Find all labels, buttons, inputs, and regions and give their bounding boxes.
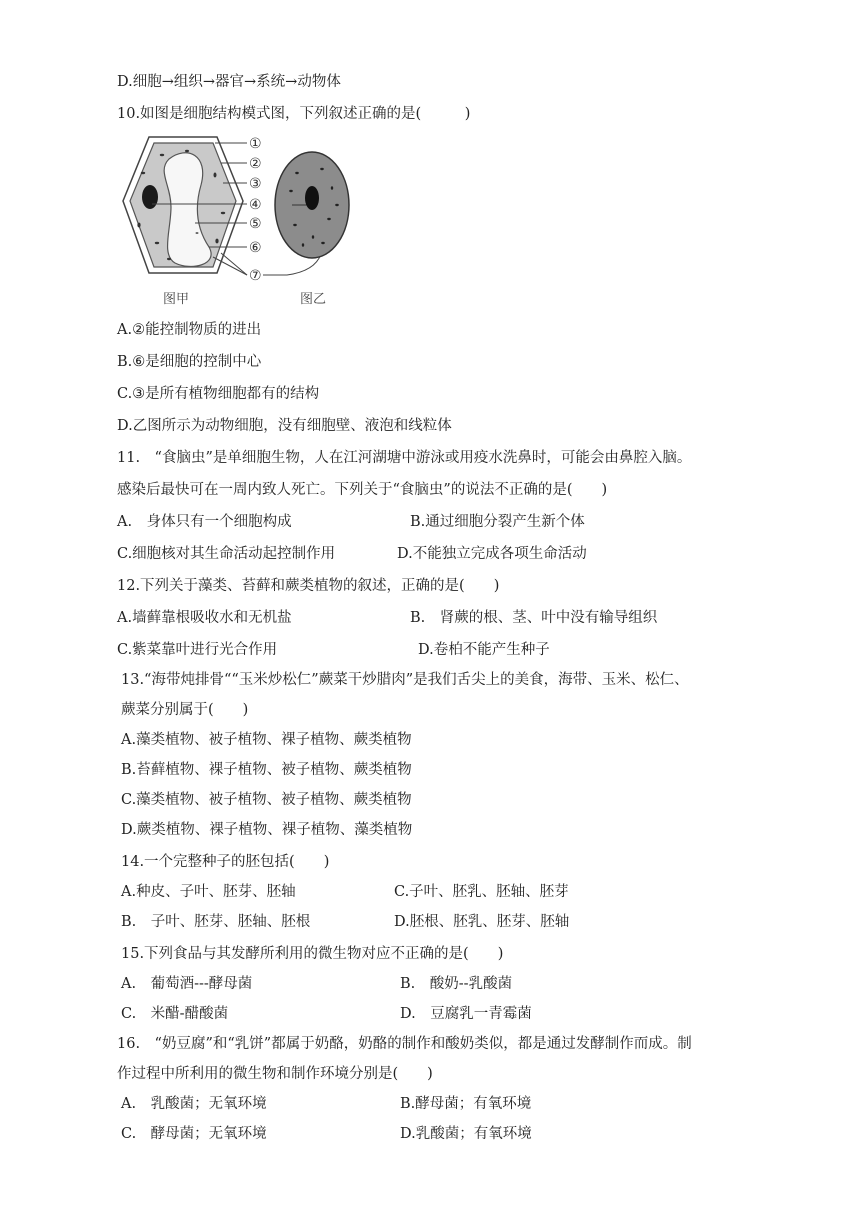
q13-stem-line2: 蕨菜分别属于( ) <box>121 702 249 718</box>
q12-stem: 12.下列关于藻类、苔藓和蕨类植物的叙述，正确的是( ) <box>117 578 500 594</box>
q16-option-d: D.乳酸菌；有氧环境 <box>400 1126 532 1142</box>
q13-option-d: D.蕨类植物、裸子植物、裸子植物、藻类植物 <box>121 822 413 838</box>
label-1: ① <box>249 136 262 152</box>
q14-option-b: B. 子叶、胚芽、胚轴、胚根 <box>121 914 311 930</box>
q15-option-c: C. 米醋-醋酸菌 <box>121 1006 229 1022</box>
q10-option-b: B.⑥是细胞的控制中心 <box>117 354 262 370</box>
q10-stem: 10.如图是细胞结构模式图，下列叙述正确的是( ) <box>117 106 471 122</box>
q12-option-a: A.墙藓靠根吸收水和无机盐 <box>117 610 292 626</box>
animal-cell-diagram <box>275 152 349 258</box>
q16-option-b: B.酵母菌；有氧环境 <box>400 1096 532 1112</box>
q13-stem-line1: 13.“海带炖排骨““玉米炒松仁”蕨菜干炒腊肉”是我们舌尖上的美食，海带、玉米、松仁、 <box>121 672 689 688</box>
q16-stem-line2: 作过程中所利用的微生物和制作环境分别是( ) <box>117 1066 433 1082</box>
q16-option-c: C. 酵母菌；无氧环境 <box>121 1126 267 1142</box>
q14-option-a: A.种皮、子叶、胚芽、胚轴 <box>121 884 296 900</box>
q11-option-c: C.细胞核对其生命活动起控制作用 <box>117 546 336 562</box>
q10-option-a: A.②能控制物质的进出 <box>117 322 262 338</box>
q11-option-b: B.通过细胞分裂产生新个体 <box>410 514 585 530</box>
q15-stem: 15.下列食品与其发酵所利用的微生物对应不正确的是( ) <box>121 946 504 962</box>
q13-option-a: A.藻类植物、被子植物、裸子植物、蕨类植物 <box>121 732 412 748</box>
q10-option-c: C.③是所有植物细胞都有的结构 <box>117 386 320 402</box>
label-6: ⑥ <box>249 240 262 256</box>
q12-option-b: B. 肾蕨的根、茎、叶中没有输导组织 <box>410 610 658 626</box>
q14-option-d: D.胚根、胚乳、胚芽、胚轴 <box>394 914 570 930</box>
q12-option-c: C.紫菜靠叶进行光合作用 <box>117 642 278 658</box>
q15-option-a: A. 葡萄酒---酵母菌 <box>121 976 253 992</box>
label-7: ⑦ <box>249 268 262 284</box>
q11-option-a: A. 身体只有一个细胞构成 <box>117 514 292 530</box>
caption-figure-a: 图甲 <box>163 292 190 307</box>
caption-figure-b: 图乙 <box>300 292 327 307</box>
q16-option-a: A. 乳酸菌；无氧环境 <box>121 1096 267 1112</box>
q11-stem-line1: 11. “食脑虫”是单细胞生物，人在江河湖塘中游泳或用疫水洗鼻时，可能会由鼻腔入脑。 <box>117 450 692 466</box>
q15-option-b: B. 酸奶--乳酸菌 <box>400 976 513 992</box>
label-2: ② <box>249 156 262 172</box>
label-4: ④ <box>249 197 262 213</box>
plant-cell-diagram <box>123 137 243 273</box>
label-5: ⑤ <box>249 216 262 232</box>
q13-option-b: B.苔藓植物、裸子植物、被子植物、蕨类植物 <box>121 762 412 778</box>
q11-stem-line2: 感染后最快可在一周内致人死亡。下列关于“食脑虫”的说法不正确的是( ) <box>117 482 608 498</box>
q14-option-c: C.子叶、胚乳、胚轴、胚芽 <box>394 884 569 900</box>
q10-option-d: D.乙图所示为动物细胞，没有细胞壁、液泡和线粒体 <box>117 418 452 434</box>
cell-structure-figure <box>117 133 367 308</box>
q9-option-d: D.细胞→组织→器官→系统→动物体 <box>117 74 341 90</box>
q16-stem-line1: 16. “奶豆腐”和“乳饼”都属于奶酪，奶酪的制作和酸奶类似，都是通过发酵制作而成。制 <box>117 1036 692 1052</box>
label-3: ③ <box>249 176 262 192</box>
q15-option-d: D. 豆腐乳一青霉菌 <box>400 1006 532 1022</box>
q11-option-d: D.不能独立完成各项生命活动 <box>397 546 587 562</box>
q13-option-c: C.藻类植物、被子植物、被子植物、蕨类植物 <box>121 792 412 808</box>
q14-stem: 14.一个完整种子的胚包括( ) <box>121 854 330 870</box>
q12-option-d: D.卷柏不能产生种子 <box>418 642 550 658</box>
